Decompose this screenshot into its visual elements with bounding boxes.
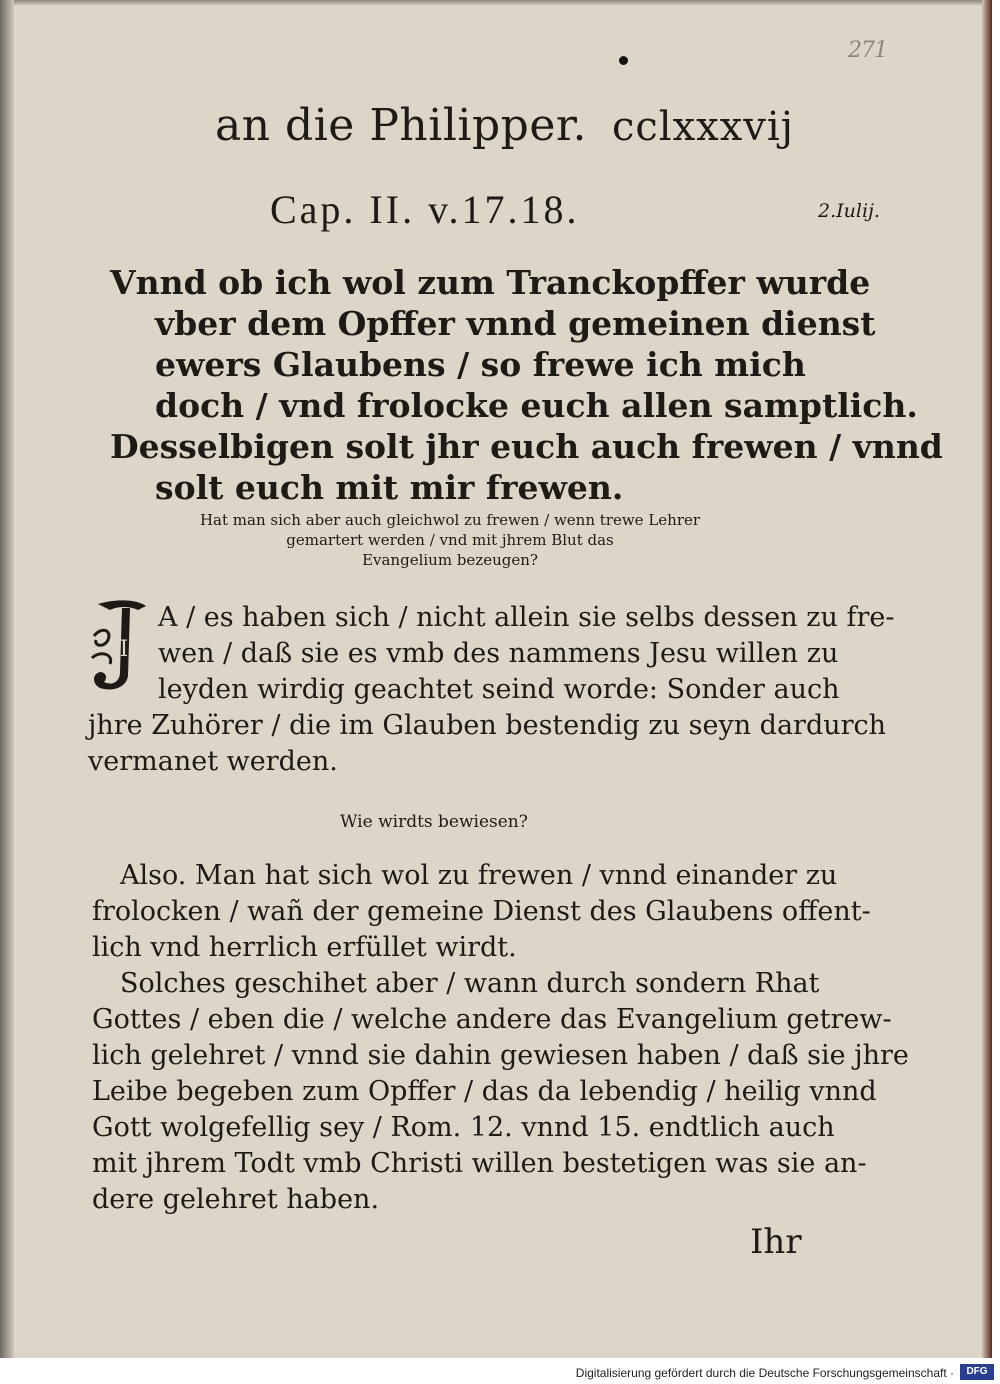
question-line: Hat man sich aber auch gleichwol zu frewen / wenn trewe Lehrer (199, 511, 701, 529)
proof-line: dere gelehret haben. (92, 1184, 380, 1215)
page-gutter-shadow (0, 0, 14, 1358)
verse-line: ewers Glaubens / so frewe ich mich (155, 345, 806, 384)
proof-line: Also. Man hat sich wol zu frewen / vnnd einander zu (120, 860, 838, 891)
page-right-edge (982, 0, 992, 1358)
running-title: an die Philipper. (215, 100, 588, 151)
dfg-logo[interactable]: DFG (960, 1364, 994, 1380)
answer-line: wen / daß sie es vmb des nammens Jesu willen zu (158, 638, 839, 669)
folio-number: cclxxxvij (612, 104, 795, 150)
proof-paragraph (92, 858, 909, 1218)
verse-line: doch / vnd frolocke euch allen samptlich. (155, 386, 918, 425)
margin-date: 2.Iulij. (818, 200, 880, 222)
page-top-edge (0, 0, 992, 6)
proof-line: lich gelehret / vnnd sie dahin gewiesen haben / daß sie jhre (92, 1040, 909, 1071)
subheading: Wie wirdts bewiesen? (340, 812, 528, 832)
proof-line: Gott wolgefellig sey / Rom. 12. vnnd 15. endtlich auch (92, 1112, 835, 1143)
verse-line: vber dem Opffer vnnd gemeinen dienst (155, 304, 876, 343)
proof-line: frolocken / wañ der gemeine Dienst des Glaubens offent- (92, 896, 871, 927)
proof-line: mit jhrem Todt vmb Christi willen bestetigen was sie an- (92, 1148, 867, 1179)
question-line: Evangelium bezeugen? (362, 551, 538, 569)
verse-line: Desselbigen solt jhr euch auch frewen / vnnd (110, 427, 943, 466)
verse-line: Vnnd ob ich wol zum Tranckopffer wurde (110, 263, 871, 302)
answer-line: leyden wirdig geachtet seind worde: Sonder auch (158, 674, 840, 705)
proof-line: Leibe begeben zum Opffer / das da lebendig / heilig vnnd (92, 1076, 877, 1107)
answer-line: A / es haben sich / nicht allein sie selbs dessen zu fre- (158, 602, 895, 633)
answer-line: jhre Zuhörer / die im Glauben bestendig zu seyn dardurch (88, 710, 887, 741)
funding-credit: Digitalisierung gefördert durch die Deutsche Forschungsgemeinschaft · (575, 1366, 954, 1380)
ink-spot (619, 56, 628, 65)
catchword: Ihr (750, 1222, 802, 1262)
chapter-heading: Cap. II. v.17.18. (270, 187, 580, 232)
verse-text (110, 262, 943, 508)
drop-cap-letter: I (119, 637, 129, 662)
proof-line: lich vnd herrlich erfüllet wirdt. (92, 932, 517, 963)
proof-line: Solches geschihet aber / wann durch sondern Rhat (120, 968, 820, 999)
proof-line: Gottes / eben die / welche andere das Evangelium getrew- (92, 1004, 892, 1035)
answer-line: vermanet werden. (88, 746, 338, 777)
folio-note: 271 (848, 38, 887, 63)
question-text (150, 510, 750, 570)
question-line: gemartert werden / vnd mit jhrem Blut das (286, 531, 614, 549)
answer-paragraph (88, 600, 895, 780)
verse-line: solt euch mit mir frewen. (155, 468, 624, 507)
